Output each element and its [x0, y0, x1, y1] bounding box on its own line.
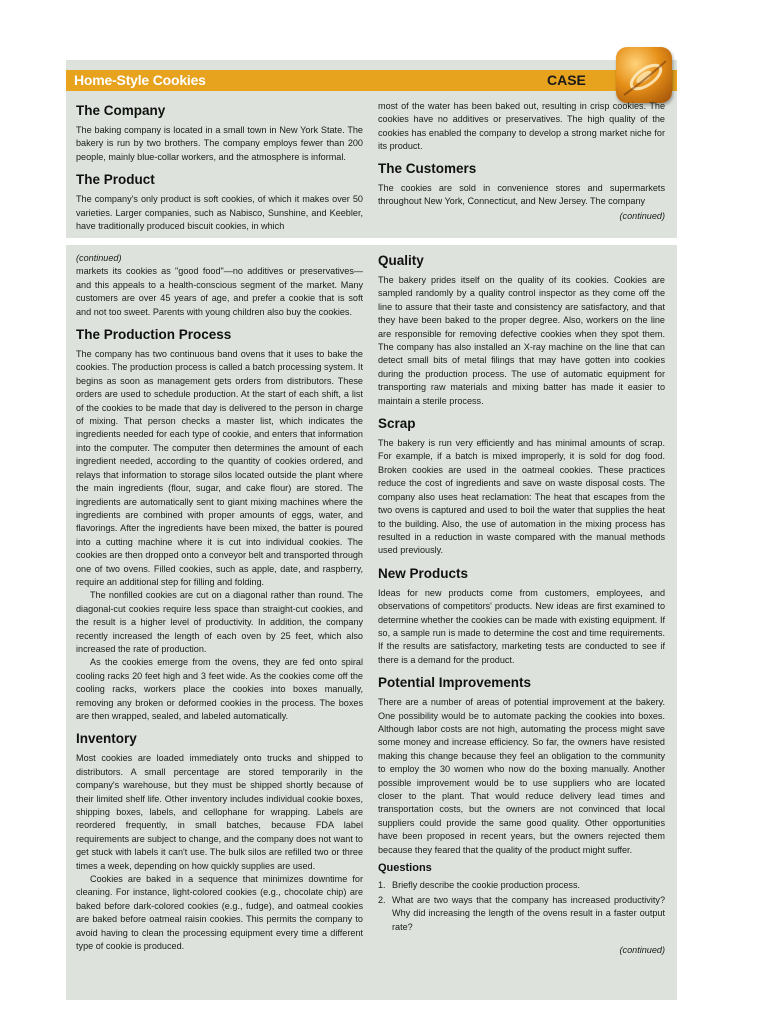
production-paragraph: The company has two continuous band ovens that it uses to bake the cookies. The production process is called a batch processing system. It begins as soon as management gets orders from distributors. These orders are used to schedule production. At the start of each shift, a list of the cookies to be made that day is delivered to the person in charge of mixing. That person checks a master list, which indicates the ingredients needed for each type of cookie, and enters that information into the computer. The computer then determines the amount of each ingredient needed, according to the quantity of cookies ordered, and relays that information to storage silos located outside the plant where the main ingredients (flour, sugar, and cake flour) are stored. The ingredients are automatically sent to giant mixing machines where the ingredients are combined with proper amounts of eggs, water, and flavorings. After the ingredients have been mixed, the batter is poured into a cutting machine where it is cut into individual cookies. The cookies are then dropped onto a conveyor belt and transported through one of two ovens. Filled cookies, such as apple, date, and raspberry, require an additional step for filling and folding. — [76, 349, 363, 587]
case-label: CASE — [547, 72, 586, 88]
scrap-text: The bakery is run very efficiently and has minimal amounts of scrap. For example, if a batch is mixed improperly, it is sold for dog food. Broken cookies are used in the oatmeal cookies. These practices reduce the cost of ingredients and save on waste disposal costs. The company also uses heat reclamation: The heat that escapes from the two ovens is captured and used to boil the water that supplies the heat to the building. Also, the use of automation in the mixing process has resulted in a reduction in waste compared with the manual methods used previously. — [378, 438, 665, 556]
continued-label: (continued) — [619, 945, 665, 956]
production-paragraph: The nonfilled cookies are cut on a diagonal rather than round. The diagonal-cut cookies require less space than straight-cut cookies, and the result is a higher level of productivity. In addition, the company recently increased the length of each oven by 25 feet, which also increased the rate of production. — [76, 590, 363, 654]
question-item — [378, 879, 665, 892]
questions-list — [378, 879, 665, 934]
new-products-text: Ideas for new products come from customers, employees, and observations of competitors' products. New ideas are first examined to determine whether the cookies can be made with existing equipment. If so, a sample run is made to determine the cost and time requirements. If the results are satisfactory, marketing tests are conducted to see if there is a demand for the product. — [378, 587, 665, 665]
top-right-column — [378, 100, 665, 224]
inventory-paragraph: Cookies are baked in a sequence that minimizes downtime for cleaning. For instance, light-colored cookies (e.g., chocolate chip) are baked before dark-colored cookies (e.g., fudge), and oatmeal cookies are baked before oatmeal raisin cookies. This permits the company to avoid having to clean the processing equipment every time a different type of cookie is produced. — [76, 874, 363, 952]
top-left-column — [76, 100, 363, 233]
customers-text: The cookies are sold in convenience stores and supermarkets throughout New York, Connecticut, and New Jersey. The company — [378, 182, 665, 207]
new-products-heading: New Products — [378, 565, 469, 581]
improvements-text: There are a number of areas of potential improvement at the bakery. One possibility would be to automate packing the cookies into boxes. Although labor costs are not high, automating the process might save some money and increase efficiency. So far, the owners have resisted making this change because they feel an obligation to the community to employ the 30 women who now do the boxing manually. Another possible improvement would be to use suppliers who are located closer to the plant. That would reduce delivery lead times and transportation costs, but the owners are not convinced that local suppliers could provide the same good quality. Other opportunities have been proposed in recent years, but the owners rejected them because they feared that the quality of the product might suffer. — [378, 697, 665, 855]
customers-heading: The Customers — [378, 160, 477, 176]
question-item — [378, 894, 665, 934]
scrap-heading: Scrap — [378, 416, 416, 432]
quality-heading: Quality — [378, 253, 424, 268]
product-text: The company's only product is soft cookies, of which it makes over 50 varieties. Larger companies, such as Nabisco, Sunshine, and Keebler, have traditionally produced biscuit cookies, in which — [76, 194, 363, 232]
inventory-heading: Inventory — [76, 731, 137, 747]
product-heading: The Product — [76, 172, 155, 188]
improvements-heading: Potential Improvements — [378, 675, 532, 691]
continued-label: (continued) — [76, 253, 122, 263]
case-title: Home-Style Cookies — [74, 72, 206, 88]
company-heading: The Company — [76, 103, 166, 118]
question-text: What are two ways that the company has increased productivity? Why did increasing the length of the ovens result in a faster output rate? — [392, 894, 665, 932]
bottom-left-column — [76, 252, 363, 954]
continued-label: (continued) — [619, 211, 665, 222]
customers-continued-text: markets its cookies as "good food"—no additives or preservatives—and this appeals to a health-conscious segment of the market. Many customers are over 45 years of age, and prefer a cookie that is soft and not too sweet. Parents with young children also buy the cookies. — [76, 266, 363, 317]
cookie-case-icon — [616, 47, 672, 103]
question-number: 1. — [378, 880, 386, 891]
inventory-paragraph: Most cookies are loaded immediately onto trucks and shipped to distributors. A small percentage are stored temporarily in the company's warehouse, but they must be shipped shortly because of their limited shelf life. Other inventory includes individual cookie boxes, shipping boxes, labels, and cellophane for wrapping. Labels are reordered frequently, in small batches, because FDA label requirements are subject to change, and the company does not want to get stuck with labels it can't use. The bulk silos are refilled two or three times a week, depending on how quickly supplies are used. — [76, 753, 363, 871]
question-number: 2. — [378, 894, 386, 905]
production-heading: The Production Process — [76, 327, 232, 343]
question-text: Briefly describe the cookie production process. — [392, 880, 581, 891]
bottom-right-column — [378, 250, 665, 957]
product-continued-text: most of the water has been baked out, resulting in crisp cookies. The cookies have no additives or preservatives. The high quality of the cookies has enabled the company to develop a strong market niche for its product. — [378, 101, 665, 152]
case-header-bar — [66, 70, 677, 91]
quality-text: The bakery prides itself on the quality of its cookies. Cookies are sampled randomly by a quality control inspector as they come off the line to assure that their taste and consistency are satisfactory, and that they have been baked to the proper degree. Also, workers on the line are responsible for removing defective cookies when they spot them. The company has also installed an X-ray machine on the line that can detect small bits of metal filings that may have gotten into cookies during the production process. The use of automatic equipment for transporting raw materials and mixing batter has made it easier to maintain a sterile process. — [378, 275, 665, 406]
production-paragraph: As the cookies emerge from the ovens, they are fed onto spiral cooling racks 20 feet high and 3 feet wide. As the cookies come off the cooling racks, workers place the cookies into boxes manually, removing any broken or deformed cookies in the process. The boxes are then wrapped, sealed, and labeled automatically. — [76, 657, 363, 721]
company-text: The baking company is located in a small town in New York State. The bakery is run by two brothers. The company employs fewer than 200 people, mainly blue-collar workers, and the atmosphere is informal. — [76, 125, 363, 162]
questions-heading: Questions — [378, 862, 432, 875]
